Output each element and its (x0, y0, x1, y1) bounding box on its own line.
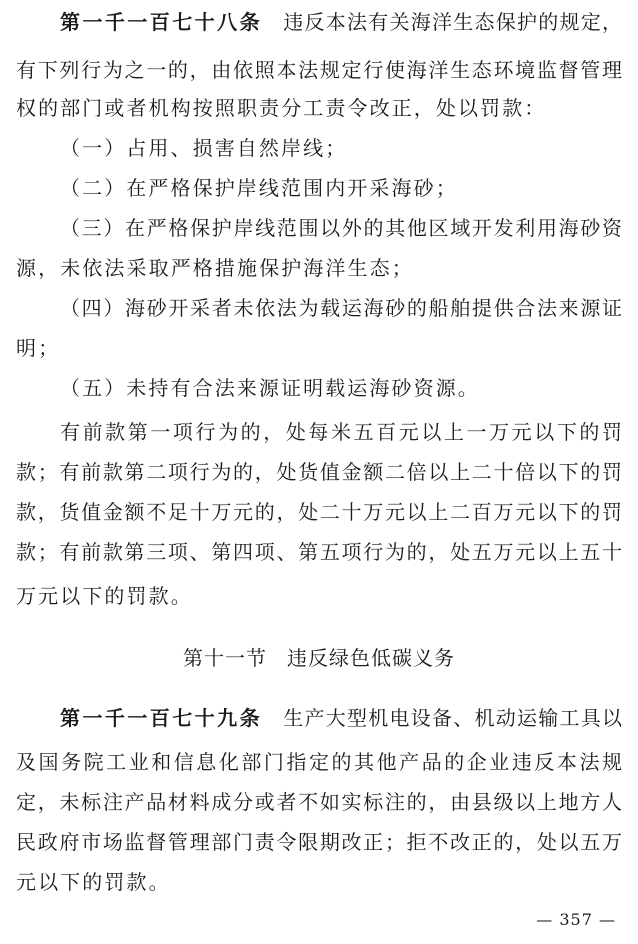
item-3-line-2: 源，未依法采取严格措施保护海洋生态； (16, 256, 414, 280)
article-1179-line-2: 及国务院工业和信息化部门指定的其他产品的企业违反本法规 (16, 750, 622, 774)
penalty-line-1: 有前款第一项行为的，处每米五百元以上一万元以下的罚 (60, 420, 622, 444)
item-4-line-2: 明； (16, 336, 61, 360)
item-5: （五）未持有合法来源证明载运海砂资源。 (60, 376, 480, 400)
article-1179-line-5: 元以下的罚款。 (16, 870, 171, 894)
article-1178-number: 第一千一百七十八条 (60, 10, 263, 34)
article-1178-line-1 (60, 10, 622, 34)
item-4-line-1: （四）海砂开采者未依法为载运海砂的船舶提供合法来源证 (60, 296, 622, 320)
article-1178-text: 违反本法有关海洋生态保护的规定， (282, 10, 622, 34)
article-1179-number: 第一千一百七十九条 (60, 706, 263, 730)
item-2: （二）在严格保护岸线范围内开采海砂； (60, 176, 458, 200)
penalty-line-5: 万元以下的罚款。 (16, 584, 193, 608)
penalty-line-2: 款；有前款第二项行为的，处货值金额二倍以上二十倍以下的罚 (16, 460, 622, 484)
article-1179-text: 生产大型机电设备、机动运输工具以 (282, 706, 622, 730)
article-1178-line-2: 有下列行为之一的，由依照本法规定行使海洋生态环境监督管理 (16, 58, 622, 82)
article-1179-line-1 (60, 706, 622, 730)
article-1179-line-3: 定，未标注产品材料成分或者不如实标注的，由县级以上地方人 (16, 790, 622, 814)
item-3-line-1: （三）在严格保护岸线范围以外的其他区域开发利用海砂资 (60, 216, 622, 240)
penalty-line-4: 款；有前款第三项、第四项、第五项行为的，处五万元以上五十 (16, 540, 622, 564)
penalty-line-3: 款，货值金额不足十万元的，处二十万元以上二百万元以下的罚 (16, 500, 622, 524)
section-title: 违反绿色低碳义务 (287, 646, 455, 670)
section-heading (0, 646, 638, 670)
page-number: — 357 — (536, 910, 616, 929)
section-number: 第十一节 (183, 646, 267, 670)
item-1: （一）占用、损害自然岸线； (60, 136, 348, 160)
article-1178-line-3: 权的部门或者机构按照职责分工责令改正，处以罚款： (16, 96, 547, 120)
article-1179-line-4: 民政府市场监督管理部门责令限期改正；拒不改正的，处以五万 (16, 830, 622, 854)
